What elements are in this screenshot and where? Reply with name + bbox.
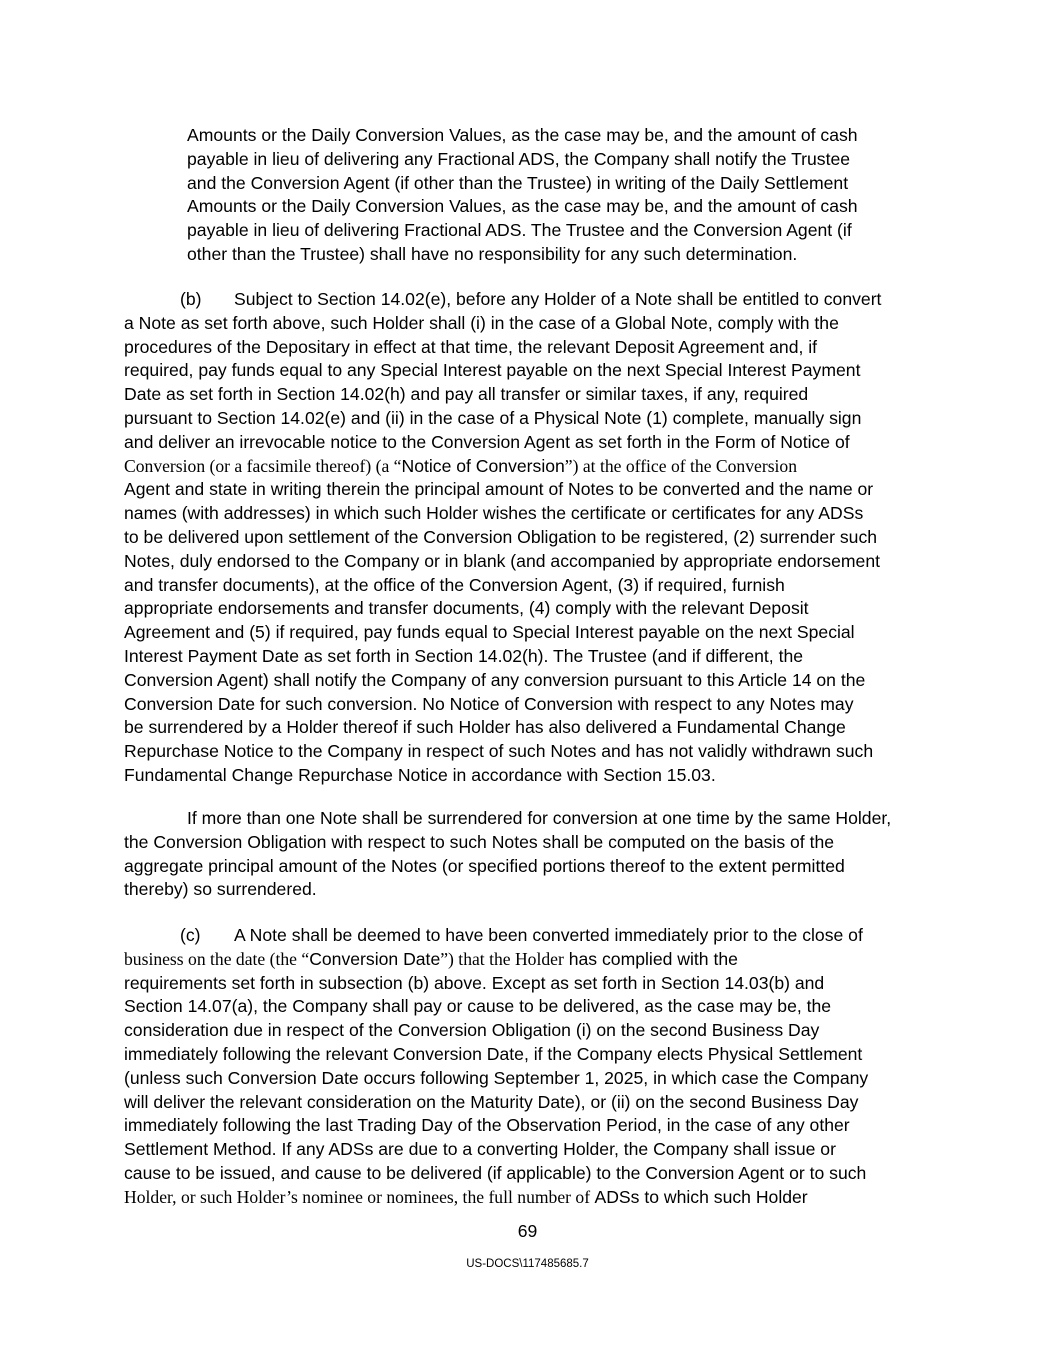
intro-paragraph [187, 124, 858, 267]
text-line: required, pay funds equal to any Special Interest payable on the next Special Interest Payment [124, 360, 861, 381]
text-line: Amounts or the Daily Conversion Values, as the case may be, and the amount of cash [187, 125, 858, 145]
text-line: to be delivered upon settlement of the Conversion Obligation to be registered, (2) surrender such [124, 526, 878, 547]
section-c-paragraph [124, 924, 868, 1210]
multiple-notes-paragraph [124, 807, 891, 902]
text-line: payable in lieu of delivering Fractional ADS. The Trustee and the Conversion Agent (if [187, 220, 852, 241]
section-b-paragraph [124, 288, 881, 788]
text-line: the Conversion Obligation with respect to such Notes shall be computed on the basis of the [124, 831, 835, 852]
text-line: and the Conversion Agent (if other than the Trustee) in writing of the Daily Settlement [187, 172, 849, 193]
text-line: a Note as set forth above, such Holder shall (i) in the case of a Global Note, comply with the [124, 312, 839, 333]
text-line: will deliver the relevant consideration on the Maturity Date), or (ii) on the second Business Day [124, 1091, 859, 1112]
text-line: requirements set forth in subsection (b) above. Except as set forth in Section 14.03(b) and [124, 972, 825, 993]
text-fragment: business on the date (the “ [124, 948, 310, 969]
text-fragment: ADSs to which such Holder [594, 1186, 808, 1207]
section-c-first-line [124, 924, 868, 948]
text-line: Subject to Section 14.02(e), before any Holder of a Note shall be entitled to convert [234, 289, 882, 309]
text-line: procedures of the Depositary in effect at that time, the relevant Deposit Agreement and, if [124, 336, 818, 357]
text-line [124, 807, 891, 831]
section-b-label: (b) [180, 289, 202, 309]
text-line: Conversion Date for such conversion. No Notice of Conversion with respect to any Notes may [124, 693, 854, 714]
text-line: Section 14.07(a), the Company shall pay or cause to be delivered, as the case may be, the [124, 996, 832, 1017]
text-line: be surrendered by a Holder thereof if such Holder has also delivered a Fundamental Change [124, 717, 846, 738]
text-fragment: has complied with the [563, 948, 738, 969]
text-fragment: ”) at the office of the Conversion [564, 455, 798, 476]
text-line: Interest Payment Date as set forth in Section 14.02(h). The Trustee (and if different, the [124, 645, 804, 666]
text-line: and transfer documents), at the office of the Conversion Agent, (3) if required, furnish [124, 574, 785, 595]
text-line: thereby) so surrendered. [124, 879, 317, 900]
text-fragment: Conversion (or a facsimile thereof) (a “ [124, 455, 402, 476]
text-line: names (with addresses) in which such Holder wishes the certificate or certificates for any ADSs [124, 503, 864, 524]
text-fragment: ”) that the Holder [440, 948, 564, 969]
text-line: and deliver an irrevocable notice to the Conversion Agent as set forth in the Form of Notice of [124, 431, 850, 452]
text-fragment: Holder, or such Holder’s nominee or nominees, the full number of [124, 1186, 595, 1207]
text-line: Amounts or the Daily Conversion Values, as the case may be, and the amount of cash [187, 196, 858, 217]
conversion-date-line [124, 948, 868, 972]
text-line: Agreement and (5) if required, pay funds equal to Special Interest payable on the next Special [124, 622, 855, 643]
text-line: Conversion Agent) shall notify the Company of any conversion pursuant to this Article 14 on the [124, 669, 866, 690]
text-line: pursuant to Section 14.02(e) and (ii) in the case of a Physical Note (1) complete, manually sign [124, 407, 862, 428]
text-line: consideration due in respect of the Conversion Obligation (i) on the second Business Day [124, 1020, 820, 1041]
defined-term-conversion-date: Conversion Date [309, 948, 441, 969]
text-fragment: If more than one Note shall be surrendered for conversion at one time by the same Holder, [187, 808, 892, 828]
text-line: aggregate principal amount of the Notes (or specified portions thereof to the extent permitted [124, 855, 845, 876]
defined-term-notice-of-conversion: Notice of Conversion [401, 455, 565, 476]
notice-of-conversion-line [124, 455, 881, 479]
text-line: Notes, duly endorsed to the Company or in blank (and accompanied by appropriate endorsement [124, 550, 881, 571]
text-line: Date as set forth in Section 14.02(h) and pay all transfer or similar taxes, if any, required [124, 384, 809, 405]
text-line: Fundamental Change Repurchase Notice in accordance with Section 15.03. [124, 764, 716, 785]
text-line: payable in lieu of delivering any Fractional ADS, the Company shall notify the Trustee [187, 148, 851, 169]
text-line: (unless such Conversion Date occurs following September 1, 2025, in which case the Company [124, 1067, 869, 1088]
section-c-label: (c) [180, 925, 201, 945]
text-line: immediately following the last Trading Day of the Observation Period, in the case of any other [124, 1115, 850, 1136]
section-b-first-line [124, 288, 881, 312]
document-id: US-DOCS\117485685.7 [466, 1258, 589, 1270]
last-line [124, 1186, 868, 1210]
text-line: A Note shall be deemed to have been converted immediately prior to the close of [234, 925, 863, 945]
text-line: Settlement Method. If any ADSs are due to a converting Holder, the Company shall issue or [124, 1139, 836, 1160]
text-line: Repurchase Notice to the Company in respect of such Notes and has not validly withdrawn such [124, 741, 874, 762]
page-number: 69 [517, 1221, 538, 1241]
text-line: immediately following the relevant Conversion Date, if the Company elects Physical Settlement [124, 1043, 863, 1064]
text-line: appropriate endorsements and transfer documents, (4) comply with the relevant Deposit [124, 598, 809, 619]
text-line: cause to be issued, and cause to be delivered (if applicable) to the Conversion Agent or to such [124, 1162, 867, 1183]
text-line: other than the Trustee) shall have no responsibility for any such determination. [187, 243, 798, 264]
text-line: Agent and state in writing therein the principal amount of Notes to be converted and the name or [124, 479, 874, 500]
